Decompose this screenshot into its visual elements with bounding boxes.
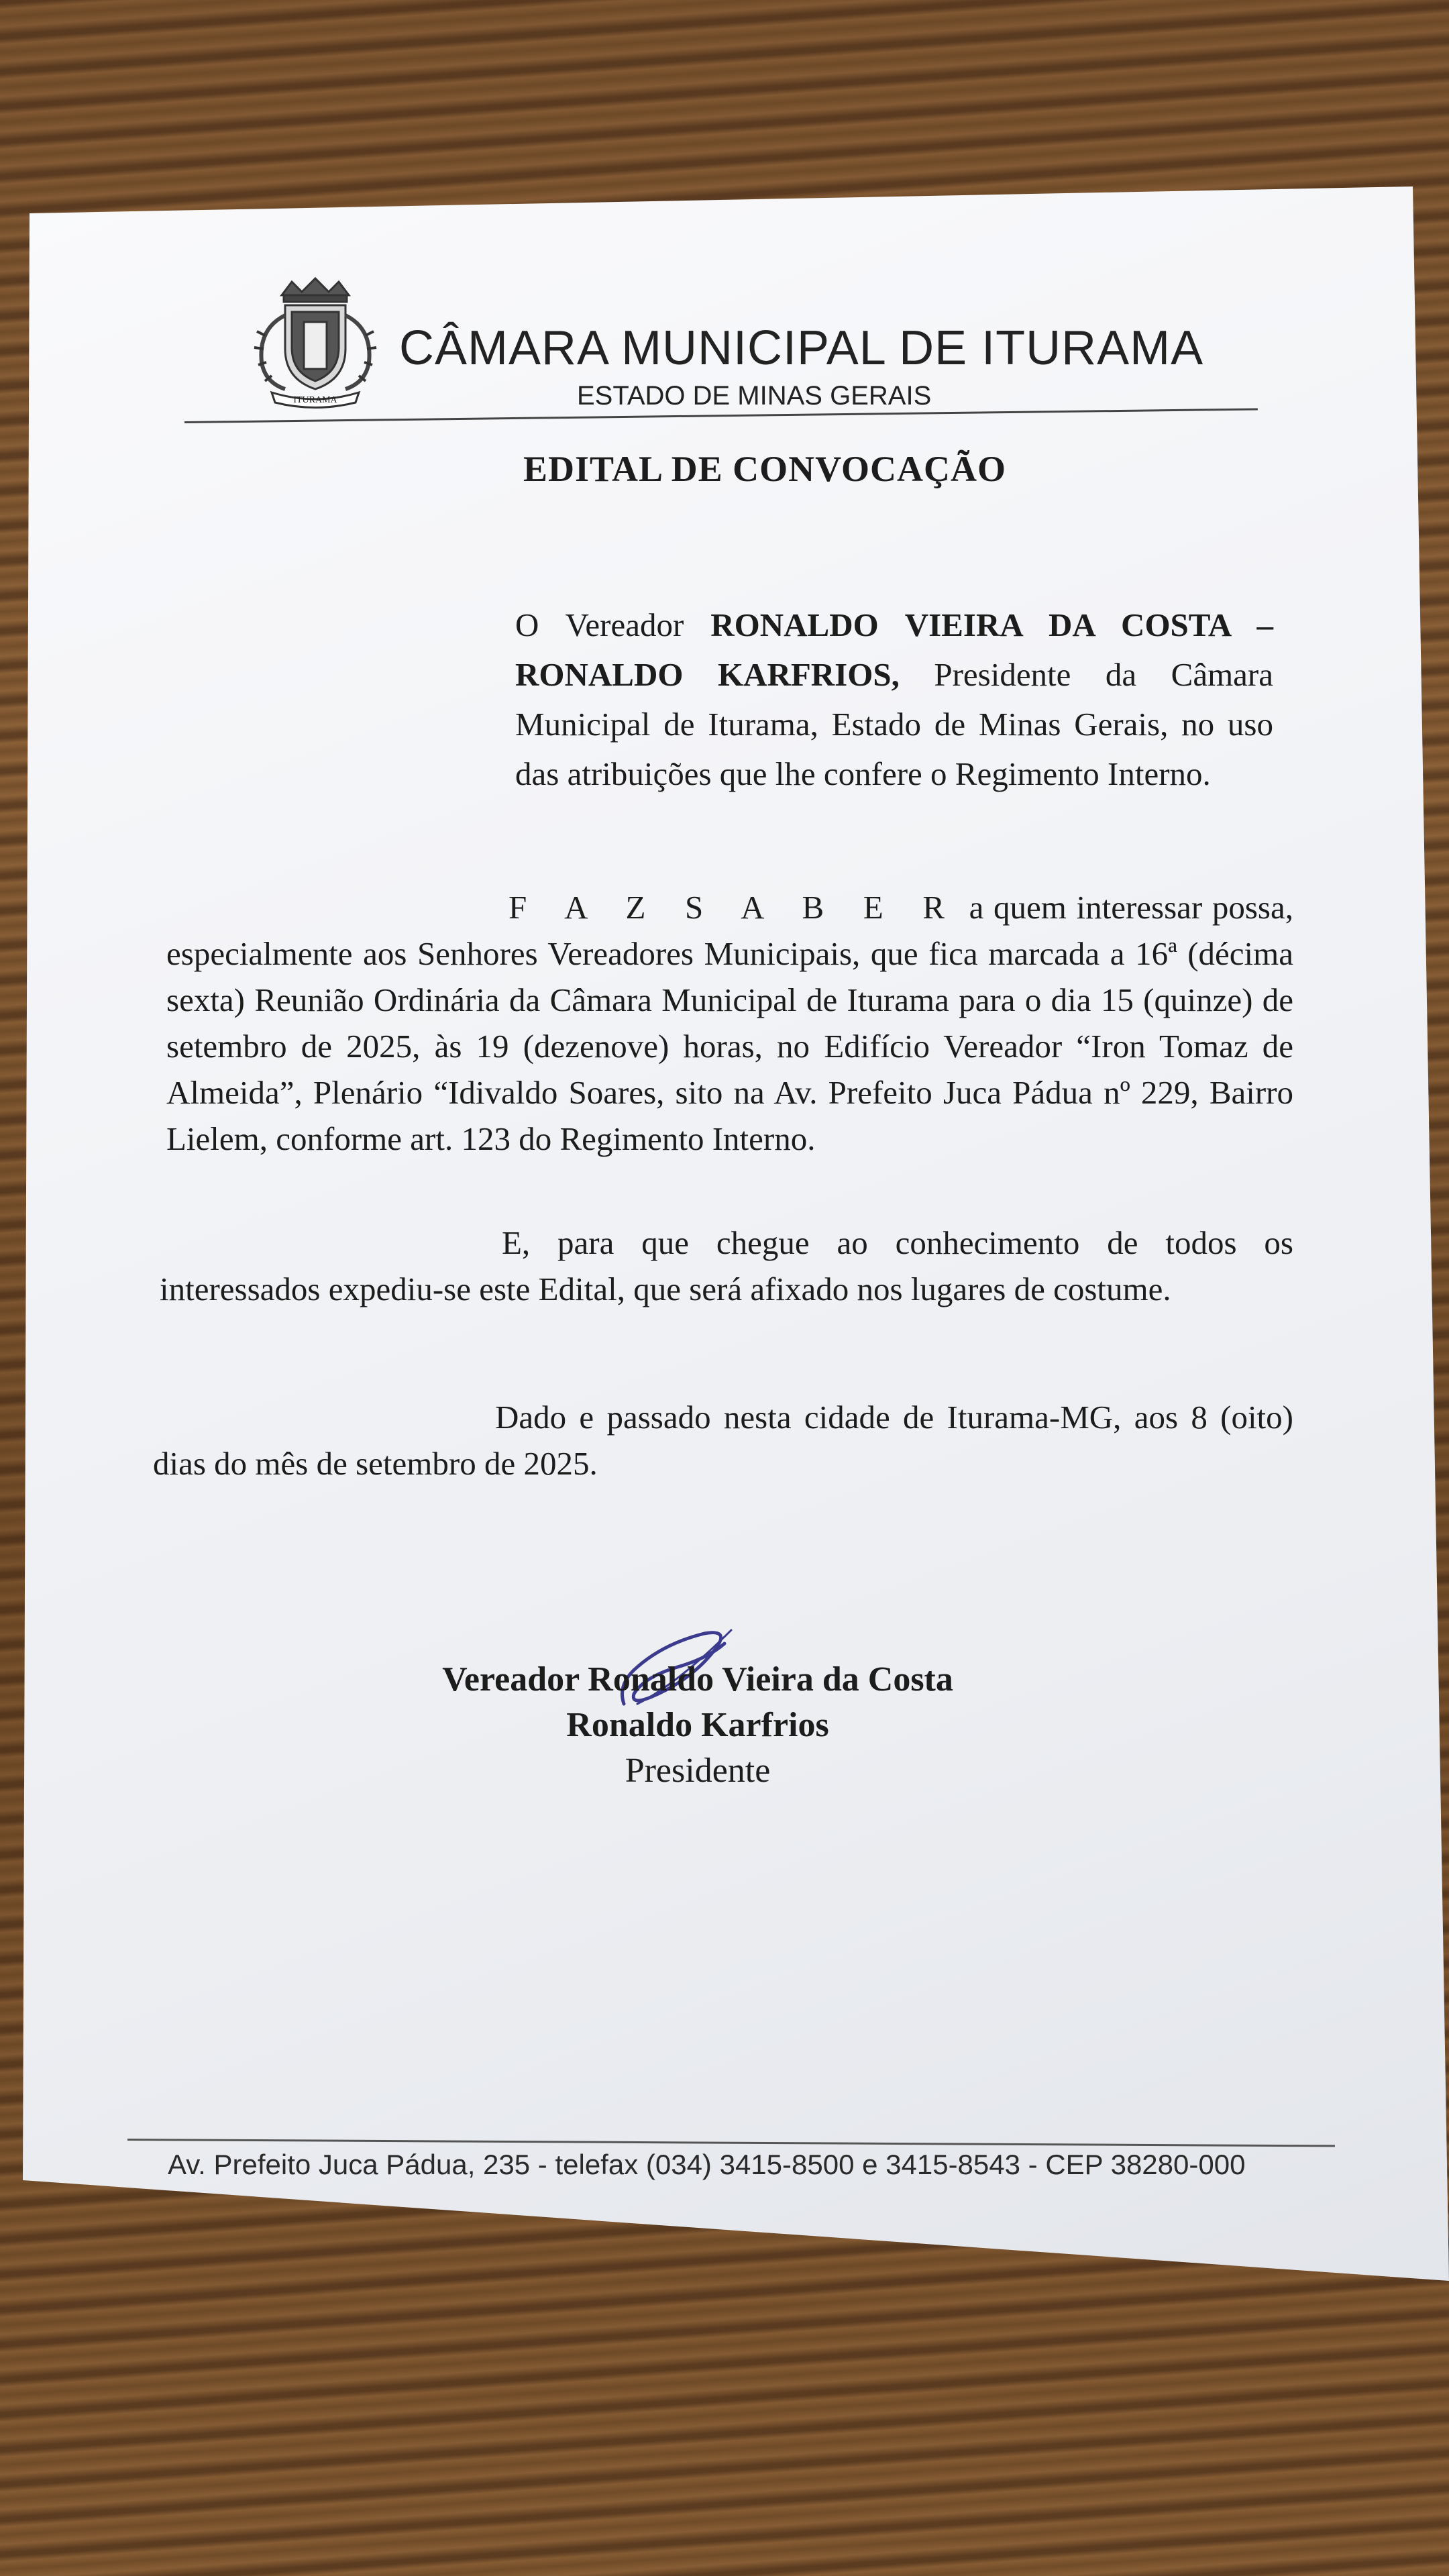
- paragraph-faz-saber: [166, 884, 1293, 1162]
- municipal-coat-of-arms-icon: [245, 268, 386, 413]
- dado-passado-text: Dado e passado nesta cidade de Iturama-MG, aos 8 (oito) dias do mês de setembro de 2025.: [153, 1399, 1293, 1482]
- document-title: EDITAL DE CONVOCAÇÃO: [523, 449, 1006, 489]
- header-subtitle: ESTADO DE MINAS GERAIS: [577, 381, 932, 411]
- header-title: CÂMARA MUNICIPAL DE ITURAMA: [399, 321, 1204, 375]
- signatory-role: Presidente: [625, 1752, 771, 1790]
- signature-block: [402, 1657, 993, 1794]
- signatory-name: Vereador Ronaldo Vieira da Costa: [442, 1660, 953, 1699]
- conhecimento-text: E, para que chegue ao conhecimento de todos os interessados expediu-se este Edital, que será afixado nos lugares de costume.: [160, 1224, 1293, 1307]
- intro-name: RONALDO VIEIRA DA COSTA – RONALDO KARFRIOS,: [515, 606, 1273, 693]
- intro-prefix: O Vereador: [515, 606, 711, 643]
- intro-paragraph: [515, 600, 1273, 799]
- footer-divider: [127, 2139, 1335, 2147]
- paragraph-dado-passado: [153, 1394, 1293, 1487]
- paragraph-conhecimento: [160, 1220, 1293, 1312]
- faz-saber-text: a quem interessar possa, especialmente aos Senhores Vereadores Municipais, que fica marcada a 16ª (décima sexta) Reunião Ordinária da Câmara Municipal de Iturama para o dia 15 (quinze) de setembro de 2025, às 19 (dezenove) horas, no Edifício Vereador “Iron Tomaz de Almeida”, Plenário “Idivaldo Soares, sito na Av. Prefeito Juca Pádua nº 229, Bairro Lielem, conforme art. 123 do Regimento Interno.: [166, 889, 1293, 1157]
- svg-text:ITURAMA: ITURAMA: [293, 395, 337, 405]
- signatory-alias: Ronaldo Karfrios: [566, 1706, 829, 1744]
- faz-saber-lead: F A Z S A B E R: [508, 889, 960, 926]
- footer-address: Av. Prefeito Juca Pádua, 235 - telefax (034) 3415-8500 e 3415-8543 - CEP 38280-000: [168, 2149, 1246, 2180]
- intro-suffix: Presidente da Câmara Municipal de Iturama, Estado de Minas Gerais, no uso das atribuições que lhe confere o Regimento Interno.: [515, 656, 1273, 792]
